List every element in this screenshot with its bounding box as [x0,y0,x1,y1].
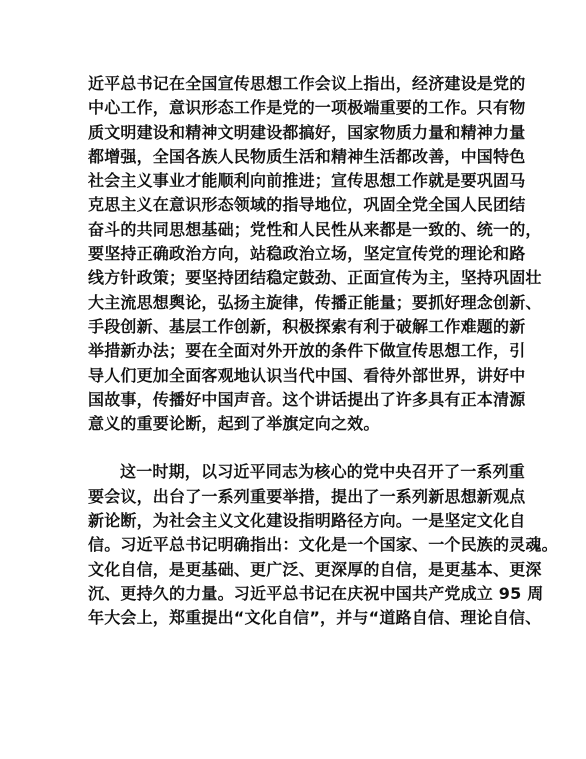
document-body [88,72,558,631]
paragraph-1 [88,72,542,436]
text-line: 质文明建设和精神文明建设都搞好，国家物质力量和精神力量 [88,122,526,142]
text-line: 大主流思想舆论，弘扬主旋律，传播正能量；要抓好理念创新、 [88,292,542,312]
text-line: 奋斗的共同思想基础；党性和人民性从来都是一致的、统一的， [88,219,542,239]
text-line: 举措新办法；要在全面对外开放的条件下做宣传思想工作，引 [88,341,526,361]
text-line: 线方针政策；要坚持团结稳定鼓劲、正面宣传为主，坚持巩固壮 [88,268,542,288]
text-line: 文化自信，是更基础、更广泛、更深厚的自信，是更基本、更深 [88,559,542,579]
text-line: 克思主义在意识形态领域的指导地位，巩固全党全国人民团结 [88,195,526,215]
text-line: 这一时期，以习近平同志为核心的党中央召开了一系列重 [120,462,526,482]
text-line: 手段创新、基层工作创新，积极探索有利于破解工作难题的新 [88,316,526,336]
text-line: 中心工作，意识形态工作是党的一项极端重要的工作。只有物 [88,98,526,118]
text-line: 近平总书记在全国宣传思想工作会议上指出，经济建设是党的 [88,74,526,93]
text-line: 要会议，出台了一系列重要举措，提出了一系列新思想新观点 [88,486,526,506]
paragraph-2 [88,460,558,630]
text-line: 要坚持正确政治方向，站稳政治立场，坚定宣传党的理论和路 [88,244,526,264]
text-line: 意义的重要论断，起到了举旗定向之效。 [88,414,380,434]
text-line: 社会主义事业才能顺利向前推进；宣传思想工作就是要巩固马 [88,171,526,191]
text-line: 沉、更持久的力量。习近平总书记在庆祝中国共产党成立 95 周 [88,583,544,603]
text-line: 信。习近平总书记明确指出：文化是一个国家、一个民族的灵魂。 [88,535,558,555]
text-line: 新论断，为社会主义文化建设指明路径方向。一是坚定文化自 [88,511,526,531]
paragraph-gap [88,436,508,460]
text-line: 导人们更加全面客观地认识当代中国、看待外部世界，讲好中 [88,365,526,385]
text-line: 都增强，全国各族人民物质生活和精神生活都改善，中国特色 [88,146,526,166]
text-line: 年大会上，郑重提出“文化自信”，并与“道路自信、理论自信、 [88,608,542,628]
text-line: 国故事，传播好中国声音。这个讲话提出了许多具有正本清源 [88,389,526,409]
